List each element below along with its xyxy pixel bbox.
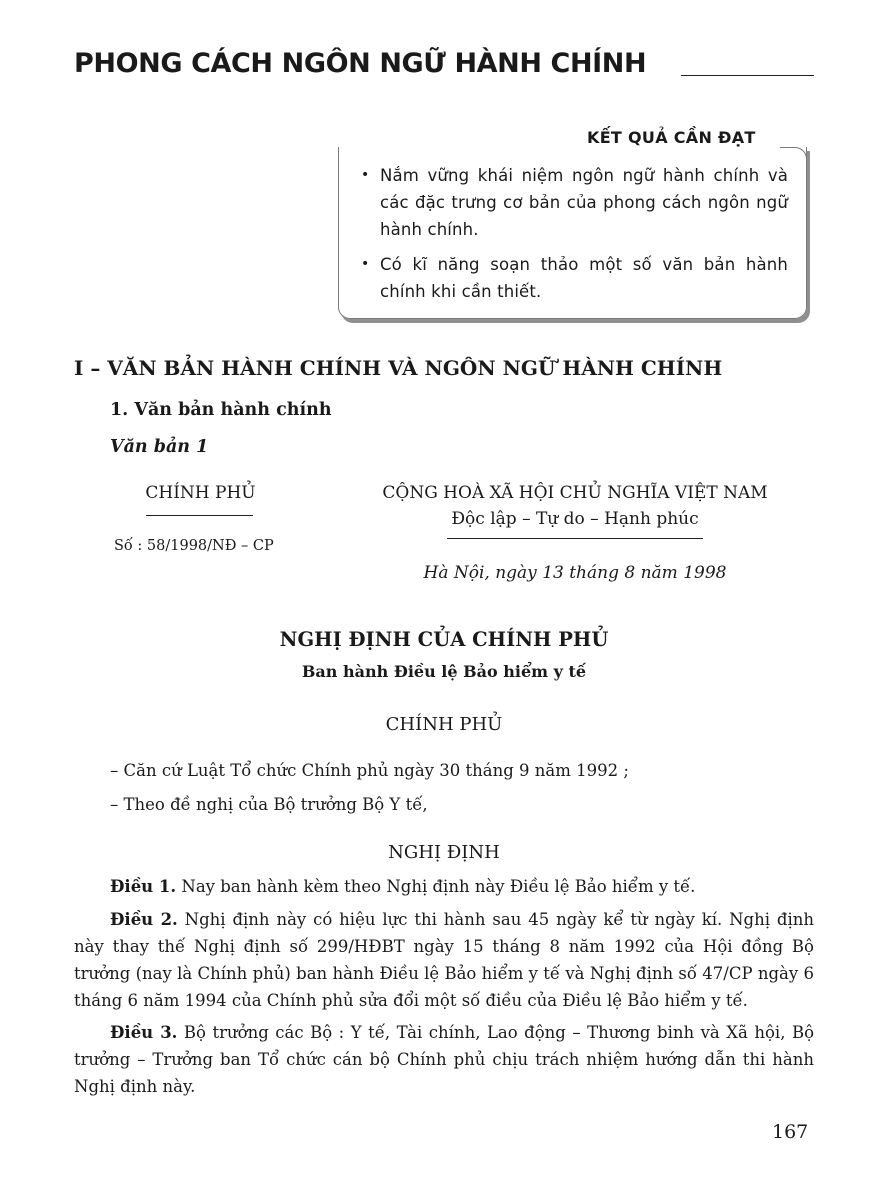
article-text: Nghị định này có hiệu lực thi hành sau 45 ngày kể từ ngày kí. Nghị định này thay thế Nghị định số 299/HĐBT ngày 15 tháng 8 năm 1992 của Hội đồng Bộ trưởng (nay là Chính phủ) ban hành Điều lệ Bảo hiểm y tế và Nghị định số 47/CP ngày 6 tháng 6 năm 1994 của Chính phủ sửa đổi một số điều của Điều lệ Bảo hiểm y tế. <box>74 910 815 1010</box>
article-text: Nay ban hành kèm theo Nghị định này Điều lệ Bảo hiểm y tế. <box>176 877 696 896</box>
page-number: 167 <box>772 1121 809 1143</box>
outcome-item <box>360 251 788 305</box>
chapter-title-rule <box>681 75 814 76</box>
article-label: Điều 1. <box>110 877 177 896</box>
article-text: Bộ trưởng các Bộ : Y tế, Tài chính, Lao động – Thương binh và Xã hội, Bộ trưởng – Trưởng ban Tổ chức cán bộ Chính phủ chịu trách nhiệm hướng dẫn thi hành Nghị định này. <box>74 1023 814 1096</box>
issuing-authority: CHÍNH PHỦ <box>385 714 503 735</box>
place-date: Hà Nội, ngày 13 tháng 8 năm 1998 <box>423 563 727 583</box>
motto-underline <box>447 538 703 539</box>
subsection-heading: 1. Văn bản hành chính <box>110 400 332 420</box>
section-heading: I – VĂN BẢN HÀNH CHÍNH VÀ NGÔN NGỮ HÀNH CHÍNH <box>74 356 723 380</box>
bullet-icon: • <box>361 256 370 272</box>
national-motto: Độc lập – Tự do – Hạnh phúc <box>451 509 699 529</box>
article-2 <box>74 906 814 1014</box>
outcomes-list <box>360 162 788 313</box>
bullet-icon: • <box>361 167 370 183</box>
outcome-text: Nắm vững khái niệm ngôn ngữ hành chính và các đặc trưng cơ bản của phong cách ngôn ngữ hành chính. <box>380 166 788 239</box>
document-label: Văn bản 1 <box>110 437 209 457</box>
decree-subtitle: Ban hành Điều lệ Bảo hiểm y tế <box>301 662 587 681</box>
outcomes-title: KẾT QUẢ CẦN ĐẠT <box>587 128 756 147</box>
national-title: CỘNG HOÀ XÃ HỘI CHỦ NGHĨA VIỆT NAM <box>382 483 768 503</box>
decree-title: NGHỊ ĐỊNH CỦA CHÍNH PHỦ <box>279 628 609 651</box>
document-number: Số : 58/1998/NĐ – CP <box>114 538 274 554</box>
article-label: Điều 3. <box>110 1023 178 1042</box>
article-1 <box>74 873 814 900</box>
chapter-title: PHONG CÁCH NGÔN NGỮ HÀNH CHÍNH <box>74 48 647 79</box>
outcome-text: Có kĩ năng soạn thảo một số văn bản hành chính khi cần thiết. <box>380 255 788 301</box>
issuer-name: CHÍNH PHỦ <box>145 483 256 503</box>
outcome-item <box>360 162 788 243</box>
decides-heading: NGHỊ ĐỊNH <box>388 842 500 863</box>
legal-basis: – Căn cứ Luật Tổ chức Chính phủ ngày 30 tháng 9 năm 1992 ; <box>110 761 629 780</box>
legal-basis: – Theo đề nghị của Bộ trưởng Bộ Y tế, <box>110 795 428 814</box>
article-label: Điều 2. <box>110 910 178 929</box>
issuer-underline <box>146 515 253 516</box>
article-3 <box>74 1019 814 1100</box>
